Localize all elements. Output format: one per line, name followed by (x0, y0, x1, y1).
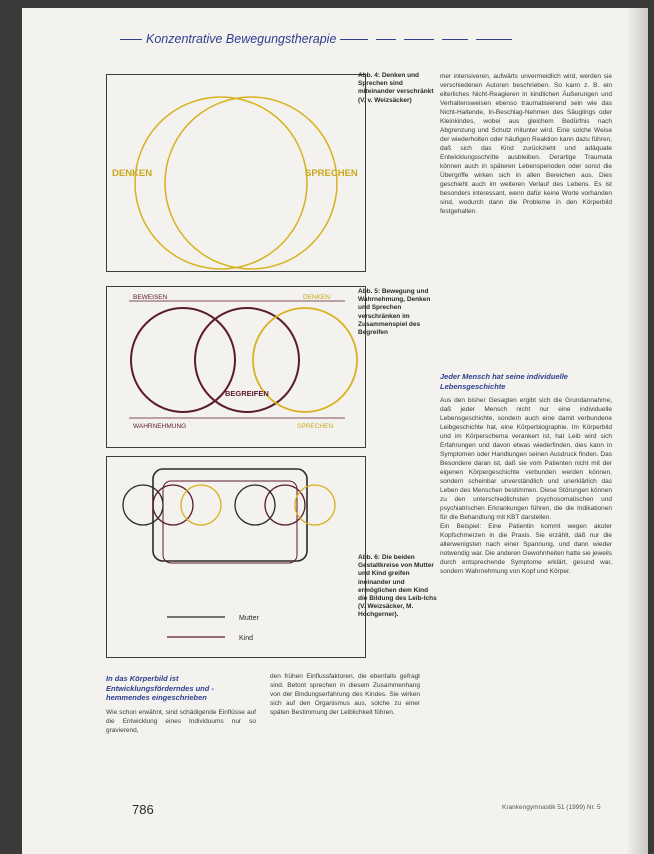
figure-6-box (106, 456, 366, 658)
page-gutter-shadow (626, 8, 648, 854)
fig5-label-beweisen: BEWEISEN (133, 294, 168, 301)
fig6-circle-1 (123, 485, 163, 525)
fig4-circle-speaking (165, 97, 337, 269)
figure-6-caption: Abb. 6: Die beiden Gestaltkreise von Mutter und Kind greifen ineinander und ermöglichen dem Kind die Bildung des Leib-Ichs (V. Weizsäcker, M. Hochgerner). (358, 554, 437, 619)
figure-6-diagram (107, 457, 365, 657)
paragraph-example: Ein Beispiel: Eine Patientin kommt wegen akuter Kopfschmerzen in die Praxis. Sie erzählt, daß nur die allerwenigsten nach einer Spannung, und dann wieder notwendig war. Die anderen Gewohnheiten hatte sie jeweils durch entsprechende Symptome erklärt, gesund war, sondern Wahrnehmung von Kopf und Körper. (440, 523, 612, 575)
fig6-circle-5 (265, 485, 305, 525)
fig4-circle-thinking (135, 97, 307, 269)
fig5-label-denken: DENKEN (303, 294, 331, 301)
figure-4-diagram (107, 75, 365, 271)
running-head-text: Konzentrative Bewegungstherapie (146, 32, 337, 46)
right-column-text-2 (440, 396, 612, 736)
fig5-circle-movement (131, 308, 235, 412)
fig6-legend-child: Kind (239, 635, 254, 642)
figure-4-caption: Abb. 4: Denken und Sprechen sind miteinander verschränkt (V. v. Weizsäcker) (358, 72, 434, 104)
fig6-legend-mother: Mutter (239, 615, 259, 622)
fig4-label-sprechen: SPRECHEN (305, 168, 358, 179)
figure-5-diagram (107, 287, 365, 447)
running-head (116, 32, 636, 46)
bottom-middle-text: den frühen Einflussfaktoren, die ebenfalls gefragt sind. Betont sprechen in diesem Zusammenhang von der Bindungserfahrung des Kindes. Sie wirken sich auf den Organismus aus, solche zu einer späten Bestimmung der Leiblichkeit führen. (270, 673, 420, 716)
fig6-circle-6 (295, 485, 335, 525)
book-page (22, 8, 648, 854)
fig5-label-begreifen: BEGREIFEN (225, 389, 269, 398)
page-number: 786 (132, 802, 154, 817)
subheading-life-history: Jeder Mensch hat seine individuelle Lebensgeschichte (440, 372, 568, 391)
figure-5-caption: Abb. 5: Bewegung und Wahrnehmung, Denken und Sprechen verschränken im Zusammenspiel des Begreifen (358, 288, 431, 337)
fig6-mother-frame (153, 469, 307, 561)
fig5-label-sprechen: SPRECHEN (297, 423, 334, 430)
figure-4-box (106, 74, 366, 272)
bottom-left-text: Wie schon erwähnt, sind schädigende Einflüsse auf die Entwicklung eines Individuums nur so gravierend, (106, 709, 256, 734)
fig6-circle-3 (181, 485, 221, 525)
journal-footer: Krankengymnastik 51 (1999) Nr. 5 (502, 804, 601, 811)
fig5-label-wahrnehmung: WAHRNEHMUNG (133, 423, 187, 430)
fig4-label-denken: DENKEN (112, 168, 153, 179)
subheading-body-image: In das Körperbild ist Entwicklungsförderndes und -hemmendes eingeschrieben (106, 674, 214, 702)
figure-5-box (106, 286, 366, 448)
fig6-circle-4 (235, 485, 275, 525)
paragraph: mer intensiveren, aufwärts unvermeidlich wird, werden sie verschiedenen Autoren beschrieben. So kann z. B. ein elterliches Nicht-Reagieren in kindlichen Äußerungen und Verhaltensweisen ebenso traumatisierend sein wie das Nicht-Haltende, In-Beschlag-Nehmen des Säuglings oder Kleinkindes, wobei aus gleichem Bedürfnis nach Abgrenzung und Schutz mitunter wird. Eine solche Weise der wiederholten oder häufigen Reaktion kann dazu führen, daß sich das Kind zurückzieht und adäquate Entwicklungsschritte ausbleiben. Derartige Traumata können auch in späteren Lebensperioden oder sonst die Übergriffe wirken sich in allen Bereichen aus. Dies geschieht auch im weiteren Verlauf des Lebens. Es ist besonders interessant, wenn dafür keine Worte vorhanden sind, wodurch dann die Probleme in den Körperbild festgehalten. (440, 73, 612, 215)
paragraph: Aus den bisher Gesagten ergibt sich die Grundannahme, daß jeder Mensch nicht nur eine individuelle Lebensgeschichte, sondern auch eine damit verbundene Leibgeschichte hat, eine Körperbiographie. Im Körperbild und im Körperschema verankert ist, hat Leib wird sich Erfahrungen und davon etwas wiederfinden, dies kann in Symptomen oder Handlungen seinen Ausdruck finden. Das Besondere daran ist, daß sie vom Patienten nicht mit der eigenen Körpergeschichte verbunden werden können, sondern scheinbar unverständlich und unerklärlich das Leben des Menschen bestimmen. Diese Störungen können zu den unterschiedlichsten psychosomatischen und psychiatrischen Erkrankungen führen, die die Indikationen für die Behandlung mit KBT darstellen. (440, 397, 612, 521)
right-column-text-1 (440, 72, 612, 366)
